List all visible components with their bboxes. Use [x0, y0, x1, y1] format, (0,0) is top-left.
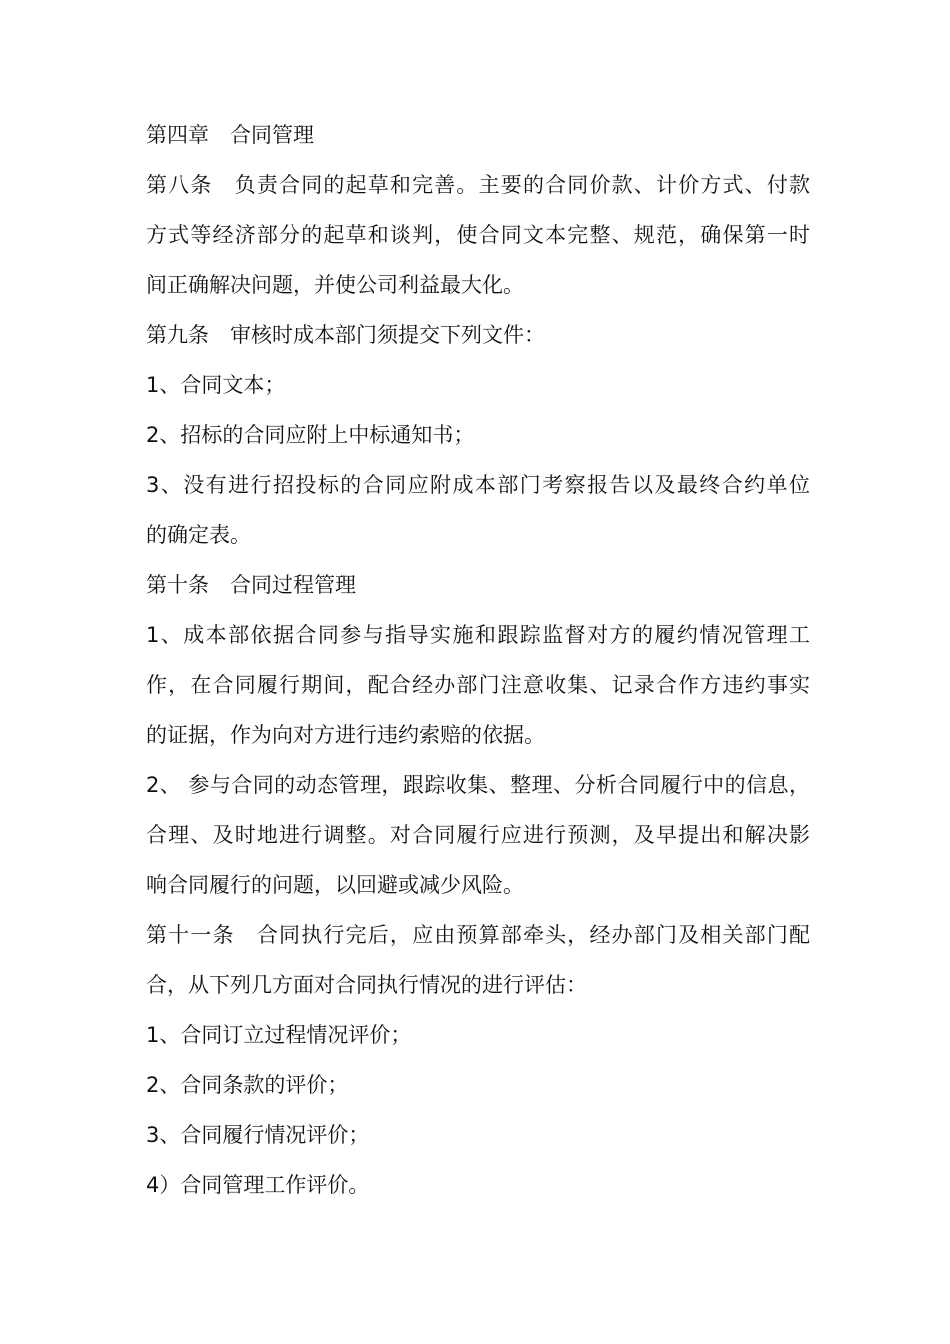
article-10-item-1-line-2: 作，在合同履行期间，配合经办部门注意收集、记录合作方违约事实	[146, 673, 810, 697]
article-8-label: 第八条	[146, 173, 213, 197]
article-8-line-1	[146, 160, 810, 210]
document-body	[146, 110, 810, 1210]
article-9-label: 第九条	[146, 323, 209, 347]
article-10-label: 第十条	[146, 573, 209, 597]
article-9-item-1: 1、合同文本；	[146, 373, 286, 397]
article-10-item-2-line-2: 合理、及时地进行调整。对合同履行应进行预测，及早提出和解决影	[146, 823, 810, 847]
article-9-item-3-line-1: 3、没有进行招投标的合同应附成本部门考察报告以及最终合约单位	[146, 473, 810, 497]
chapter-title: 合同管理	[230, 123, 314, 147]
article-11-line-1	[146, 910, 810, 960]
article-8-line-2: 方式等经济部分的起草和谈判，使合同文本完整、规范，确保第一时	[146, 223, 810, 247]
chapter-heading	[146, 110, 810, 160]
article-11-item-2: 2、合同条款的评价；	[146, 1073, 349, 1097]
article-11-item-4: 4）合同管理工作评价。	[146, 1173, 370, 1197]
article-11-item-3: 3、合同履行情况评价；	[146, 1123, 370, 1147]
chapter-number: 第四章	[146, 123, 209, 147]
article-11-line-2: 合，从下列几方面对合同执行情况的进行评估：	[146, 973, 587, 997]
article-8-text: 负责合同的起草和完善。主要的合同价款、计价方式、付款	[233, 173, 811, 197]
article-10-item-1-line-1: 1、成本部依据合同参与指导实施和跟踪监督对方的履约情况管理工	[146, 623, 810, 647]
article-10-item-2-line-1: 2、 参与合同的动态管理，跟踪收集、整理、分析合同履行中的信息，	[146, 773, 810, 797]
article-10	[146, 560, 810, 610]
article-8-line-3: 间正确解决问题，并使公司利益最大化。	[146, 273, 524, 297]
article-11-text: 合同执行完后，应由预算部牵头，经办部门及相关部门配	[255, 923, 811, 947]
article-11-label: 第十一条	[146, 923, 235, 947]
article-10-item-1-line-3: 的证据，作为向对方进行违约索赔的依据。	[146, 723, 545, 747]
article-9	[146, 310, 810, 360]
article-11-item-1: 1、合同订立过程情况评价；	[146, 1023, 412, 1047]
article-9-item-3-line-2: 的确定表。	[146, 523, 251, 547]
article-10-item-2-line-3: 响合同履行的问题，以回避或减少风险。	[146, 873, 524, 897]
article-9-text: 审核时成本部门须提交下列文件：	[230, 323, 545, 347]
article-10-text: 合同过程管理	[230, 573, 356, 597]
article-9-item-2: 2、招标的合同应附上中标通知书；	[146, 423, 475, 447]
